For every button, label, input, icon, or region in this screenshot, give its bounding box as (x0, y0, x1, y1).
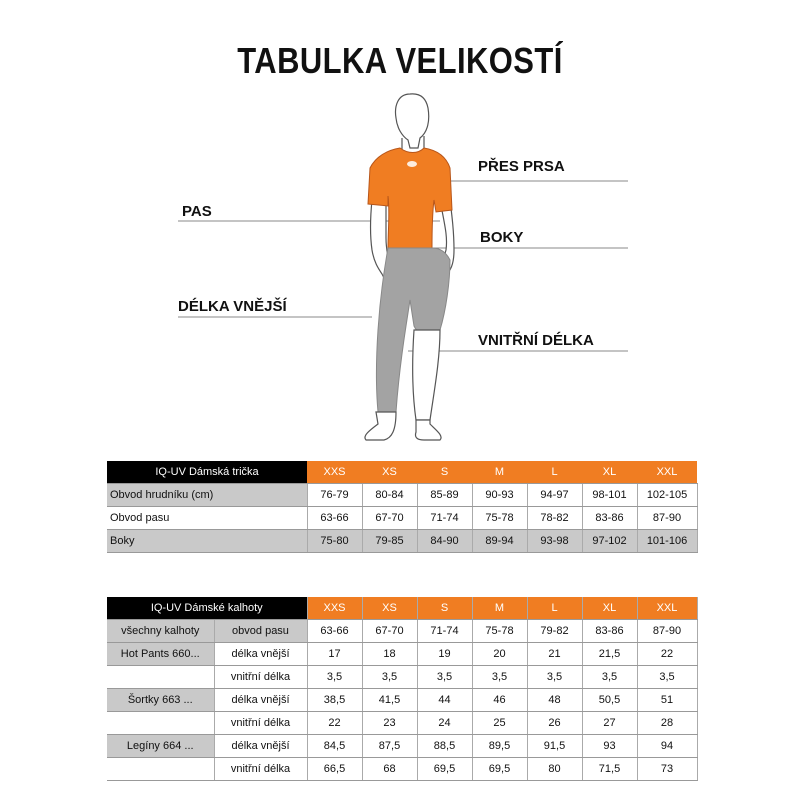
table-cell: 79-82 (527, 620, 582, 643)
table-cell: 71,5 (582, 758, 637, 781)
label-vnitrni-delka: VNITŘNÍ DÉLKA (478, 332, 594, 349)
size-header: XXL (637, 597, 697, 620)
tshirt-table-header (107, 461, 697, 484)
label-pas: PAS (182, 203, 212, 220)
table-cell: 87,5 (362, 735, 417, 758)
table-cell: 87-90 (637, 620, 697, 643)
measure-label: vnitřní délka (214, 712, 307, 735)
table-cell: 3,5 (472, 666, 527, 689)
size-header: XXL (637, 461, 697, 484)
table-cell: 50,5 (582, 689, 637, 712)
table-cell: 44 (417, 689, 472, 712)
table-cell: 3,5 (637, 666, 697, 689)
table-row (107, 643, 697, 666)
table-cell: 3,5 (307, 666, 362, 689)
table-row (107, 620, 697, 643)
table-row (107, 758, 697, 781)
table-cell: 87-90 (637, 507, 697, 530)
table-cell: 80-84 (362, 484, 417, 507)
measure-label: vnitřní délka (214, 666, 307, 689)
pants-table-header (107, 597, 697, 620)
table-cell: 23 (362, 712, 417, 735)
size-header: L (527, 597, 582, 620)
shirt-logo (407, 161, 417, 167)
pants-table-title: IQ-UV Dámské kalhoty (107, 597, 307, 620)
measure-label: délka vnější (214, 689, 307, 712)
table-cell: 66,5 (307, 758, 362, 781)
size-header: XL (582, 597, 637, 620)
table-row (107, 666, 697, 689)
table-cell: 78-82 (527, 507, 582, 530)
table-cell: 79-85 (362, 530, 417, 553)
table-cell: 63-66 (307, 620, 362, 643)
table-cell: 88,5 (417, 735, 472, 758)
size-header: XXS (307, 597, 362, 620)
size-header: XS (362, 461, 417, 484)
table-cell: 101-106 (637, 530, 697, 553)
table-cell: 51 (637, 689, 697, 712)
label-boky: BOKY (480, 229, 524, 246)
label-pres-prsa: PŘES PRSA (478, 158, 565, 175)
table-cell: 69,5 (417, 758, 472, 781)
row-label: Obvod hrudníku (cm) (107, 484, 307, 507)
table-cell: 18 (362, 643, 417, 666)
table-cell: 84-90 (417, 530, 472, 553)
row-label: Obvod pasu (107, 507, 307, 530)
tshirt-table-title: IQ-UV Dámská trička (107, 461, 307, 484)
table-cell: 83-86 (582, 620, 637, 643)
table-cell: 89-94 (472, 530, 527, 553)
table-cell: 22 (637, 643, 697, 666)
group-label (107, 758, 214, 781)
table-cell: 83-86 (582, 507, 637, 530)
left-foot-outline (365, 412, 396, 440)
table-cell: 21,5 (582, 643, 637, 666)
table-cell: 94-97 (527, 484, 582, 507)
table-cell: 69,5 (472, 758, 527, 781)
pants-size-table (107, 597, 698, 781)
group-label: Šortky 663 ... (107, 689, 214, 712)
size-header: XL (582, 461, 637, 484)
table-cell: 80 (527, 758, 582, 781)
right-foot-outline (415, 420, 441, 440)
table-cell: 71-74 (417, 620, 472, 643)
table-cell: 67-70 (362, 507, 417, 530)
table-row (107, 712, 697, 735)
table-row (107, 689, 697, 712)
table-cell: 93-98 (527, 530, 582, 553)
table-row (107, 507, 697, 530)
group-label (107, 666, 214, 689)
group-label: všechny kalhoty (107, 620, 214, 643)
size-header: XXS (307, 461, 362, 484)
table-cell: 3,5 (527, 666, 582, 689)
table-cell: 84,5 (307, 735, 362, 758)
page-title: TABULKA VELIKOSTÍ (237, 40, 563, 81)
measure-label: vnitřní délka (214, 758, 307, 781)
size-header: M (472, 461, 527, 484)
table-cell: 85-89 (417, 484, 472, 507)
table-cell: 68 (362, 758, 417, 781)
table-row (107, 735, 697, 758)
group-label: Legíny 664 ... (107, 735, 214, 758)
measure-label: obvod pasu (214, 620, 307, 643)
row-label: Boky (107, 530, 307, 553)
measure-label: délka vnější (214, 643, 307, 666)
table-cell: 26 (527, 712, 582, 735)
table-row (107, 530, 697, 553)
table-cell: 73 (637, 758, 697, 781)
table-cell: 17 (307, 643, 362, 666)
label-delka-vnejsi: DÉLKA VNĚJŠÍ (178, 298, 287, 315)
table-cell: 75-78 (472, 507, 527, 530)
table-cell: 20 (472, 643, 527, 666)
table-cell: 97-102 (582, 530, 637, 553)
tshirt-size-table (107, 461, 698, 553)
table-cell: 90-93 (472, 484, 527, 507)
table-cell: 91,5 (527, 735, 582, 758)
right-lower-leg-outline (413, 330, 440, 420)
table-cell: 46 (472, 689, 527, 712)
table-cell: 75-78 (472, 620, 527, 643)
table-cell: 75-80 (307, 530, 362, 553)
table-cell: 93 (582, 735, 637, 758)
table-cell: 63-66 (307, 507, 362, 530)
table-cell: 3,5 (582, 666, 637, 689)
table-cell: 28 (637, 712, 697, 735)
table-cell: 102-105 (637, 484, 697, 507)
size-header: S (417, 597, 472, 620)
table-cell: 94 (637, 735, 697, 758)
size-header: M (472, 597, 527, 620)
table-cell: 67-70 (362, 620, 417, 643)
table-cell: 48 (527, 689, 582, 712)
table-cell: 76-79 (307, 484, 362, 507)
table-cell: 41,5 (362, 689, 417, 712)
table-cell: 24 (417, 712, 472, 735)
group-label (107, 712, 214, 735)
table-cell: 19 (417, 643, 472, 666)
table-cell: 89,5 (472, 735, 527, 758)
table-cell: 3,5 (417, 666, 472, 689)
size-header: L (527, 461, 582, 484)
size-header: XS (362, 597, 417, 620)
table-cell: 3,5 (362, 666, 417, 689)
table-cell: 27 (582, 712, 637, 735)
measure-label: délka vnější (214, 735, 307, 758)
size-header: S (417, 461, 472, 484)
table-cell: 25 (472, 712, 527, 735)
table-cell: 21 (527, 643, 582, 666)
table-cell: 22 (307, 712, 362, 735)
table-cell: 38,5 (307, 689, 362, 712)
table-cell: 98-101 (582, 484, 637, 507)
table-cell: 71-74 (417, 507, 472, 530)
table-row (107, 484, 697, 507)
group-label: Hot Pants 660... (107, 643, 214, 666)
